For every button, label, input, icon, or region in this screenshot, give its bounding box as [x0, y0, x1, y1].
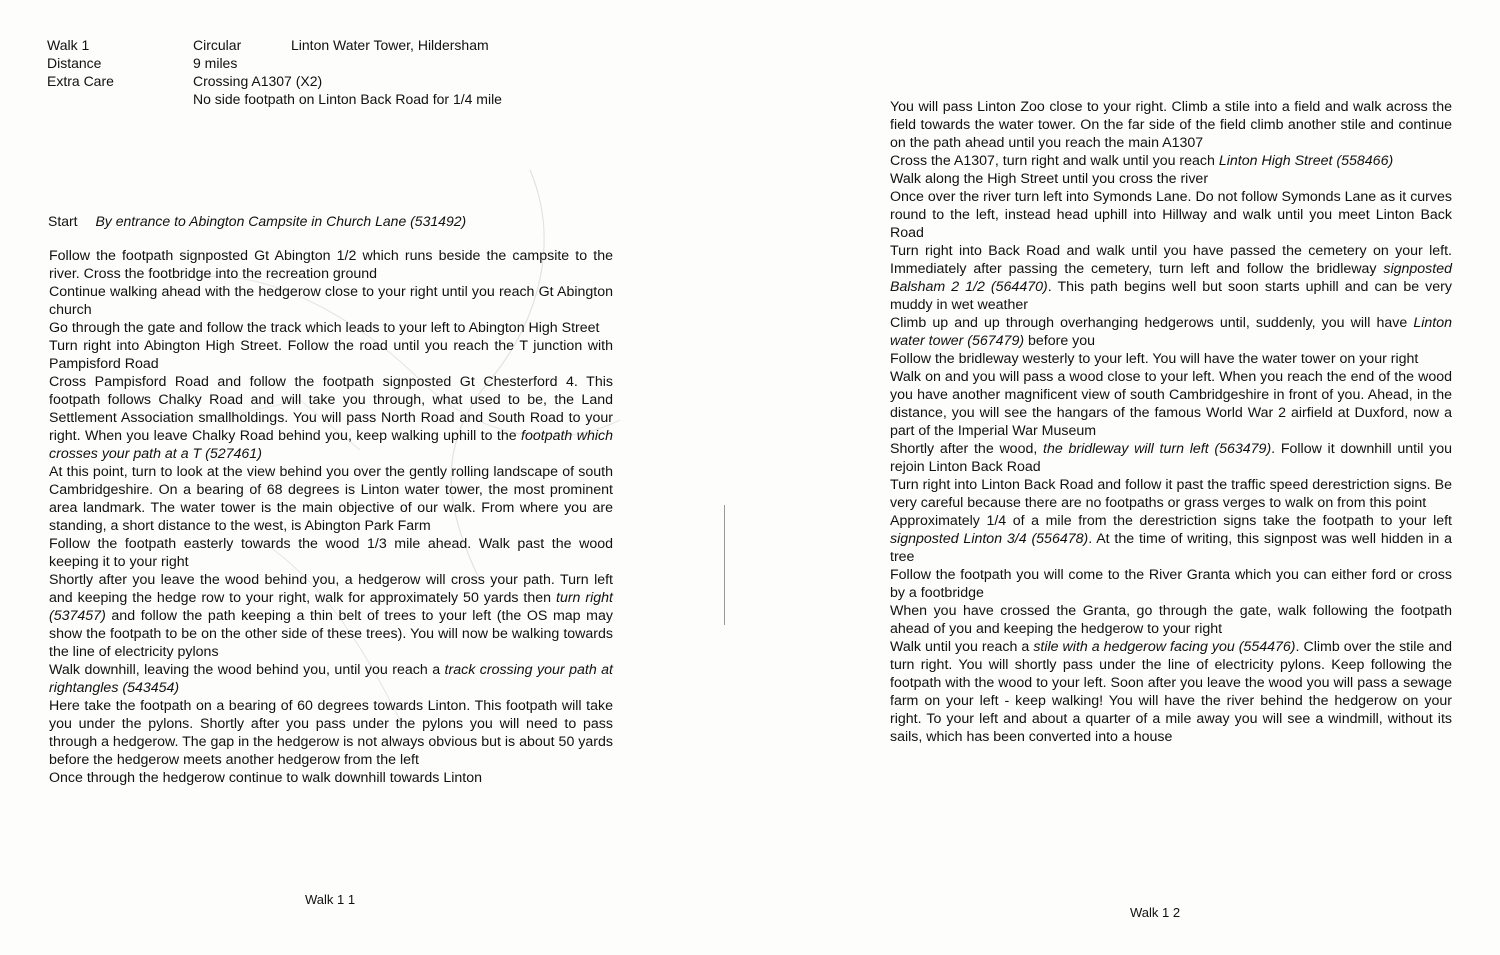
- paragraph-text: When you have crossed the Granta, go through the gate, walk following the footpath ahead of you and keeping the hedgerow to your right: [890, 603, 1452, 637]
- paragraph-text: You will pass Linton Zoo close to your right. Climb a stile into a field and walk across the field towards the water tower. On the far side of the field climb another stile and continue on the path ahead until you reach the main A1307: [890, 99, 1452, 151]
- start-label: Start: [48, 213, 78, 229]
- direction-paragraph: [49, 535, 613, 571]
- direction-paragraph: [890, 476, 1452, 512]
- paragraph-italic: footpath which crosses your path at a T (527461): [49, 428, 613, 462]
- extra-care-label: Extra Care: [47, 73, 114, 89]
- paragraph-text: Once over the river turn left into Symonds Lane. Do not follow Symonds Lane as it curves round to the left, instead head uphill into Hillway and walk until you meet Linton Back Road: [890, 189, 1452, 241]
- direction-paragraph: [890, 314, 1452, 350]
- direction-paragraph: [49, 373, 613, 463]
- direction-paragraph: [49, 571, 613, 661]
- paragraph-text: Follow the footpath signposted Gt Abington 1/2 which runs beside the campsite to the river. Cross the footbridge into the recreation ground: [49, 248, 613, 282]
- paragraph-text: Climb up and up through overhanging hedgerows until, suddenly, you will have: [890, 315, 1414, 331]
- distance-value: 9 miles: [193, 55, 238, 71]
- paragraph-italic: signposted Linton 3/4 (556478): [890, 531, 1089, 547]
- paragraph-text: Turn right into Back Road and walk until you have passed the cemetery on your left. Immediately after passing the cemetery, turn left and follow the bridleway: [890, 243, 1452, 277]
- direction-paragraph: [890, 512, 1452, 566]
- right-page: [740, 0, 1500, 955]
- walk-type: Circular: [193, 37, 242, 53]
- direction-paragraph: [49, 661, 613, 697]
- distance-label: Distance: [47, 55, 102, 71]
- paragraph-text: Follow the footpath easterly towards the wood 1/3 mile ahead. Walk past the wood keeping it to your right: [49, 536, 613, 570]
- direction-paragraph: [49, 697, 613, 769]
- walk-route: Linton Water Tower, Hildersham: [291, 37, 489, 53]
- paragraph-text: Shortly after the wood,: [890, 441, 1044, 457]
- page-gutter: [724, 505, 725, 625]
- paragraph-text: Cross Pampisford Road and follow the footpath signposted Gt Chesterford 4. This footpath follows Chalky Road and will take you through, what used to be, the Land Settlement Association smallholdings. You will pass North Road and South Road to your right. When you leave Chalky Road behind you, keep walking uphill to the: [49, 374, 613, 444]
- paragraph-text: Follow the bridleway westerly to your left. You will have the water tower on your right: [890, 351, 1419, 367]
- direction-paragraph: [890, 350, 1452, 368]
- page-footer-left: Walk 1 1: [305, 892, 356, 907]
- direction-paragraph: [890, 440, 1452, 476]
- paragraph-text: Walk on and you will pass a wood close to your left. When you reach the end of the wood you have another magnificent view of south Cambridgeshire in front of you. Ahead, in the distance, you will see the hangars of the famous World War 2 airfield at Duxford, now a part of the Imperial War Museum: [890, 369, 1452, 439]
- direction-paragraph: [890, 98, 1452, 152]
- walk-header: [47, 36, 502, 108]
- paragraph-text: Shortly after you leave the wood behind you, a hedgerow will cross your path. Turn left and keeping the hedge row to your right, walk for approximately 50 yards then: [49, 572, 613, 606]
- header-row-extra-care-2: [47, 90, 502, 108]
- start-line: [48, 212, 466, 230]
- page-footer-right: Walk 1 2: [1130, 905, 1181, 920]
- paragraph-text: Once through the hedgerow continue to walk downhill towards Linton: [49, 770, 482, 786]
- direction-paragraph: [49, 247, 613, 283]
- paragraph-after: . This path begins well but soon starts uphill and can be very muddy in wet weather: [890, 279, 1452, 313]
- paragraph-after: . At the time of writing, this signpost was well hidden in a tree: [890, 531, 1452, 565]
- paragraph-after: . Climb over the stile and turn right. You will shortly pass under the line of electricity pylons. Keep following the footpath with the wood to your left. Soon after you leave the wood you will pass a sewage farm on your left - keep walking! You will have the river behind the hedgerow on your right. To your left and about a quarter of a mile away you will see a windmill, without its sails, which has been converted into a house: [890, 639, 1452, 745]
- extra-care-label-2: [47, 90, 193, 108]
- direction-paragraph: [890, 368, 1452, 440]
- direction-paragraph: [49, 319, 613, 337]
- paragraph-italic: Linton water tower (567479): [890, 315, 1452, 349]
- paragraph-text: At this point, turn to look at the view behind you over the gently rolling landscape of south Cambridgeshire. On a bearing of 68 degrees is Linton water tower, the most prominent area landmark. The water tower is the main objective of our walk. From where you are standing, a short distance to the west, is Abington Park Farm: [49, 464, 613, 534]
- paragraph-italic: turn right (537457): [49, 590, 613, 624]
- direction-paragraph: [890, 638, 1452, 746]
- paragraph-text: Here take the footpath on a bearing of 60 degrees towards Linton. This footpath will take you under the pylons. Shortly after you pass under the pylons you will need to pass through a hedgerow. The gap in the hedgerow is not always obvious but is about 50 yards before the hedgerow meets another hedgerow from the left: [49, 698, 613, 768]
- left-page: [0, 0, 740, 955]
- direction-paragraph: [890, 170, 1452, 188]
- paragraph-text: Walk until you reach a: [890, 639, 1034, 655]
- start-location: By entrance to Abington Campsite in Church Lane (531492): [95, 213, 467, 229]
- paragraph-italic: the bridleway will turn left (563479): [1043, 441, 1272, 457]
- direction-paragraph: [890, 188, 1452, 242]
- direction-paragraph: [49, 463, 613, 535]
- paragraph-text: Continue walking ahead with the hedgerow close to your right until you reach Gt Abington church: [49, 284, 613, 318]
- header-row-distance: [47, 54, 502, 72]
- extra-care-value: Crossing A1307 (X2): [193, 73, 323, 89]
- direction-paragraph: [49, 283, 613, 319]
- paragraph-italic: signposted Balsham 2 1/2 (564470): [890, 261, 1452, 295]
- direction-paragraph: [890, 566, 1452, 602]
- direction-paragraph: [49, 337, 613, 373]
- right-directions: [890, 98, 1452, 746]
- paragraph-text: Walk along the High Street until you cross the river: [890, 171, 1209, 187]
- paragraph-italic: Linton High Street (558466): [1218, 153, 1394, 169]
- paragraph-text: Cross the A1307, turn right and walk until you reach: [890, 153, 1219, 169]
- paragraph-after: and follow the path keeping a thin belt of trees to your left (the OS map may show the footpath to be on the other side of these trees). You will now be walking towards the line of electricity pylons: [49, 608, 613, 660]
- paragraph-text: Go through the gate and follow the track which leads to your left to Abington High Street: [49, 320, 600, 336]
- paragraph-after: . Follow it downhill until you rejoin Linton Back Road: [890, 441, 1452, 475]
- direction-paragraph: [890, 152, 1452, 170]
- header-row-walk: [47, 36, 502, 54]
- paragraph-text: Turn right into Linton Back Road and follow it past the traffic speed derestriction signs. Be very careful because there are no footpaths or grass verges to walk on from this point: [890, 477, 1452, 511]
- paragraph-italic: track crossing your path at rightangles (543454): [49, 662, 613, 696]
- walk-label: Walk 1: [47, 37, 90, 53]
- header-row-extra-care: [47, 72, 502, 90]
- direction-paragraph: [890, 242, 1452, 314]
- direction-paragraph: [49, 769, 613, 787]
- paragraph-text: Follow the footpath you will come to the River Granta which you can either ford or cross by a footbridge: [890, 567, 1452, 601]
- paragraph-text: Turn right into Abington High Street. Follow the road until you reach the T junction with Pampisford Road: [49, 338, 613, 372]
- extra-care-value-2: No side footpath on Linton Back Road for 1/4 mile: [193, 91, 502, 107]
- left-directions: [49, 247, 613, 787]
- paragraph-text: Walk downhill, leaving the wood behind you, until you reach a: [49, 662, 445, 678]
- paragraph-text: Approximately 1/4 of a mile from the derestriction signs take the footpath to your left: [890, 513, 1452, 529]
- paragraph-after: before you: [1024, 333, 1096, 349]
- paragraph-italic: stile with a hedgerow facing you (554476): [1033, 639, 1296, 655]
- direction-paragraph: [890, 602, 1452, 638]
